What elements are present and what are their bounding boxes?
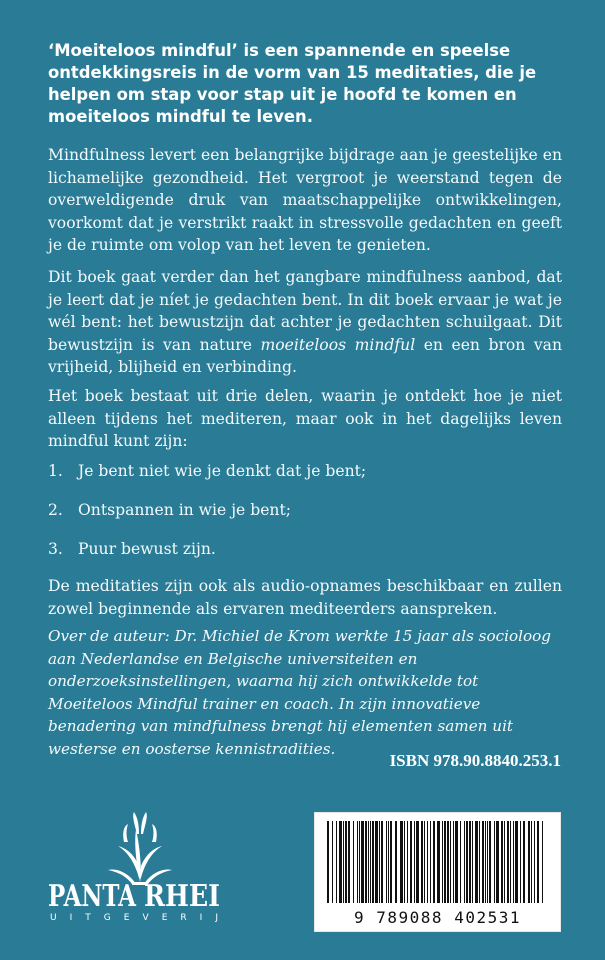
paragraph-book-parts: Het boek bestaat uit drie delen, waarin je ontdekt hoe je niet alleen tijdens het mediteren, maar ook in het dagelijks leven mindful kunt zijn: xyxy=(48,387,562,450)
paragraph-audio: De meditaties zijn ook als audio-opnames beschikbaar en zullen zowel beginnende als ervaren mediteerders aanspreken. xyxy=(48,577,562,618)
list-item xyxy=(48,460,562,483)
list-number: 3. xyxy=(48,540,63,558)
paragraph-book-intro-emphasis: moeiteloos mindful xyxy=(260,335,416,354)
about-author: Over de auteur: Dr. Michiel de Krom werkte 15 jaar als socioloog aan Nederlandse en Belgische universiteiten en onderzoeksinstellingen, waarna hij zich ontwikkelde tot Moeiteloos Mindful trainer en coach. In zijn innovatieve benadering van mindfulness brengt hij elementen samen uit westerse en oosterse kennistradities. xyxy=(48,627,551,758)
list-item xyxy=(48,538,562,561)
list-text: Puur bewust zijn. xyxy=(78,540,216,558)
list-text: Ontspannen in wie je bent; xyxy=(78,501,291,519)
lead-paragraph: ‘Moeiteloos mindful’ is een spannende en speelse ontdekkingsreis in de vorm van 15 meditaties, die je helpen om stap voor stap uit je hoofd te komen en moeiteloos mindful te leven. xyxy=(48,41,537,126)
isbn-label: ISBN 978.90.8840.253.1 xyxy=(389,751,561,770)
list-number: 2. xyxy=(48,501,63,519)
publisher-tagline: UITGEVERIJ xyxy=(50,913,218,922)
paragraph-book-intro xyxy=(48,266,562,379)
list-number: 1. xyxy=(48,462,63,480)
paragraph-mindfulness: Mindfulness levert een belangrijke bijdrage aan je geestelijke en lichamelijke gezondheid. Het vergroot je weerstand tegen de overweldigende druk van maatschappelijke ontwikkelingen, voorkomt dat je verstrikt raakt in stressvolle gedachten en geeft je de ruimte om volop van het leven te genieten. xyxy=(48,146,562,254)
paragraph-book-intro-end: en een bron van vrijheid, blijheid en verbinding. xyxy=(48,335,562,376)
barcode-bars xyxy=(325,821,550,903)
publisher-name-left: PANTA xyxy=(48,879,137,914)
fountain-icon xyxy=(40,812,280,922)
paragraph-book-intro-start: Dit boek gaat verder dan het gangbare mindfulness aanbod, dat je leert dat je níet je gedachten bent. In dit boek ervaar je wat je wél bent: het bewustzijn dat achter je gedachten schuilgaat. Dit bewustzijn is van nature xyxy=(48,268,562,354)
barcode xyxy=(314,812,561,932)
barcode-digits: 9 789088 402531 xyxy=(354,908,521,927)
list-text: Je bent niet wie je denkt dat je bent; xyxy=(78,462,367,480)
publisher-logo xyxy=(40,812,280,922)
list-item xyxy=(48,499,562,522)
publisher-name-right: RHEI xyxy=(144,879,220,914)
